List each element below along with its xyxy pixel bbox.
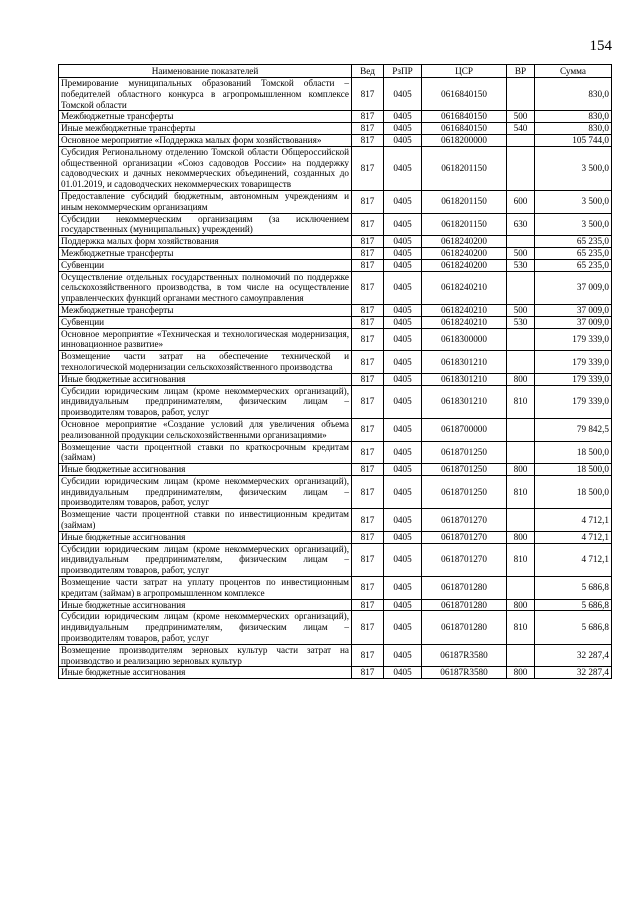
cell-vr: 600 [507, 190, 535, 213]
table-row [59, 146, 612, 190]
cell-sum: 3 500,0 [535, 190, 612, 213]
cell-rzpr: 0405 [384, 373, 422, 385]
budget-table [58, 64, 612, 679]
cell-sum: 105 744,0 [535, 134, 612, 146]
cell-vr: 800 [507, 531, 535, 543]
cell-name: Субсидии юридическим лицам (кроме некоммерческих организаций), индивидуальным предпринимателям, физическим лицам – производителям товаров, работ, услуг [59, 611, 352, 644]
table-row [59, 577, 612, 600]
cell-vr: 500 [507, 111, 535, 123]
cell-name: Межбюджетные трансферты [59, 247, 352, 259]
cell-sum: 5 686,8 [535, 599, 612, 611]
cell-name: Основное мероприятие «Техническая и технологическая модернизация, инновационное развитие» [59, 328, 352, 351]
header-name: Наименование показателей [59, 65, 352, 78]
cell-rzpr: 0405 [384, 134, 422, 146]
cell-ved: 817 [352, 236, 384, 248]
cell-rzpr: 0405 [384, 190, 422, 213]
table-row [59, 111, 612, 123]
cell-sum: 18 500,0 [535, 464, 612, 476]
table-row [59, 271, 612, 304]
cell-rzpr: 0405 [384, 316, 422, 328]
header-csr: ЦСР [422, 65, 507, 78]
cell-vr: 800 [507, 373, 535, 385]
cell-vr [507, 328, 535, 351]
cell-name: Субсидии некоммерческим организациям (за исключением государственных (муниципальных) учреждений) [59, 213, 352, 236]
cell-sum: 179 339,0 [535, 373, 612, 385]
cell-ved: 817 [352, 509, 384, 532]
cell-ved: 817 [352, 577, 384, 600]
cell-sum: 3 500,0 [535, 146, 612, 190]
cell-vr: 530 [507, 316, 535, 328]
cell-ved: 817 [352, 123, 384, 135]
cell-csr: 0618701250 [422, 464, 507, 476]
cell-rzpr: 0405 [384, 509, 422, 532]
cell-csr: 0618700000 [422, 418, 507, 441]
cell-ved: 817 [352, 190, 384, 213]
cell-vr: 800 [507, 464, 535, 476]
page-number: 154 [589, 38, 612, 54]
cell-sum: 18 500,0 [535, 441, 612, 464]
cell-csr: 0616840150 [422, 78, 507, 111]
cell-vr: 810 [507, 543, 535, 576]
table-row [59, 316, 612, 328]
cell-csr: 0618701280 [422, 611, 507, 644]
cell-sum: 65 235,0 [535, 236, 612, 248]
cell-vr: 530 [507, 259, 535, 271]
cell-sum: 79 842,5 [535, 418, 612, 441]
cell-rzpr: 0405 [384, 304, 422, 316]
table-row [59, 441, 612, 464]
cell-sum: 37 009,0 [535, 304, 612, 316]
cell-vr [507, 418, 535, 441]
cell-ved: 817 [352, 543, 384, 576]
table-row [59, 190, 612, 213]
cell-ved: 817 [352, 644, 384, 667]
cell-vr [507, 509, 535, 532]
cell-csr: 06187R3580 [422, 667, 507, 679]
table-header-row [59, 65, 612, 78]
cell-name: Иные бюджетные ассигнования [59, 531, 352, 543]
cell-sum: 3 500,0 [535, 213, 612, 236]
cell-ved: 817 [352, 78, 384, 111]
cell-ved: 817 [352, 111, 384, 123]
cell-rzpr: 0405 [384, 418, 422, 441]
cell-name: Поддержка малых форм хозяйствования [59, 236, 352, 248]
table-row [59, 351, 612, 374]
cell-name: Субсидии юридическим лицам (кроме некоммерческих организаций), индивидуальным предпринимателям, физическим лицам – производителям товаров, работ, услуг [59, 543, 352, 576]
cell-name: Возмещение производителям зерновых культур части затрат на производство и реализацию зерновых культур [59, 644, 352, 667]
cell-csr: 0618201150 [422, 146, 507, 190]
table-row [59, 304, 612, 316]
cell-sum: 179 339,0 [535, 385, 612, 418]
cell-csr: 0618701280 [422, 599, 507, 611]
cell-sum: 179 339,0 [535, 351, 612, 374]
cell-sum: 5 686,8 [535, 577, 612, 600]
header-rzpr: РзПР [384, 65, 422, 78]
header-sum: Сумма [535, 65, 612, 78]
cell-rzpr: 0405 [384, 146, 422, 190]
cell-name: Субвенции [59, 316, 352, 328]
cell-rzpr: 0405 [384, 599, 422, 611]
cell-sum: 32 287,4 [535, 667, 612, 679]
cell-rzpr: 0405 [384, 123, 422, 135]
cell-name: Иные бюджетные ассигнования [59, 373, 352, 385]
cell-rzpr: 0405 [384, 351, 422, 374]
cell-csr: 0616840150 [422, 111, 507, 123]
cell-name: Субсидии юридическим лицам (кроме некоммерческих организаций), индивидуальным предпринимателям, физическим лицам – производителям товаров, работ, услуг [59, 475, 352, 508]
cell-rzpr: 0405 [384, 78, 422, 111]
table-row [59, 385, 612, 418]
cell-sum: 37 009,0 [535, 271, 612, 304]
table-body [59, 78, 612, 679]
cell-name: Субсидия Региональному отделению Томской области Общероссийской общественной организации «Союз садоводов России» на поддержку садоводческих и дачных некоммерческих объединений, созданных до 01.01.2019, и садоводческих некоммерческих товариществ [59, 146, 352, 190]
cell-vr [507, 236, 535, 248]
cell-name: Иные бюджетные ассигнования [59, 599, 352, 611]
cell-vr [507, 271, 535, 304]
cell-vr: 810 [507, 385, 535, 418]
cell-csr: 0618240210 [422, 271, 507, 304]
cell-rzpr: 0405 [384, 111, 422, 123]
cell-vr: 810 [507, 611, 535, 644]
table-row [59, 247, 612, 259]
cell-rzpr: 0405 [384, 611, 422, 644]
cell-rzpr: 0405 [384, 247, 422, 259]
cell-ved: 817 [352, 599, 384, 611]
cell-csr: 0618301210 [422, 373, 507, 385]
cell-sum: 18 500,0 [535, 475, 612, 508]
cell-csr: 0618301210 [422, 351, 507, 374]
table-row [59, 78, 612, 111]
cell-name: Осуществление отдельных государственных полномочий по поддержке сельскохозяйственного производства, в том числе на осуществление управленческих функций органами местного самоуправления [59, 271, 352, 304]
cell-name: Основное мероприятие «Поддержка малых форм хозяйствования» [59, 134, 352, 146]
cell-vr [507, 78, 535, 111]
cell-csr: 0618240200 [422, 247, 507, 259]
table-row [59, 611, 612, 644]
cell-vr [507, 146, 535, 190]
cell-name: Иные межбюджетные трансферты [59, 123, 352, 135]
cell-sum: 37 009,0 [535, 316, 612, 328]
cell-ved: 817 [352, 247, 384, 259]
cell-vr: 500 [507, 247, 535, 259]
cell-name: Возмещение части затрат на обеспечение технической и технологической модернизации сельскохозяйственного производства [59, 351, 352, 374]
table-row [59, 599, 612, 611]
cell-sum: 830,0 [535, 123, 612, 135]
cell-csr: 0618240200 [422, 259, 507, 271]
cell-csr: 0618201150 [422, 190, 507, 213]
table-row [59, 667, 612, 679]
cell-sum: 65 235,0 [535, 259, 612, 271]
cell-vr: 800 [507, 599, 535, 611]
cell-ved: 817 [352, 328, 384, 351]
cell-sum: 5 686,8 [535, 611, 612, 644]
cell-name: Межбюджетные трансферты [59, 111, 352, 123]
table-row [59, 644, 612, 667]
cell-ved: 817 [352, 304, 384, 316]
table-row [59, 543, 612, 576]
cell-sum: 830,0 [535, 78, 612, 111]
cell-rzpr: 0405 [384, 475, 422, 508]
cell-name: Иные бюджетные ассигнования [59, 667, 352, 679]
cell-sum: 179 339,0 [535, 328, 612, 351]
table-row [59, 475, 612, 508]
header-ved: Вед [352, 65, 384, 78]
cell-csr: 0618240210 [422, 304, 507, 316]
cell-rzpr: 0405 [384, 644, 422, 667]
cell-csr: 0618240210 [422, 316, 507, 328]
cell-ved: 817 [352, 271, 384, 304]
cell-vr [507, 351, 535, 374]
cell-csr: 0618301210 [422, 385, 507, 418]
cell-vr: 810 [507, 475, 535, 508]
cell-ved: 817 [352, 146, 384, 190]
cell-vr: 630 [507, 213, 535, 236]
cell-vr: 800 [507, 667, 535, 679]
cell-vr [507, 441, 535, 464]
cell-csr: 06187R3580 [422, 644, 507, 667]
table-row [59, 373, 612, 385]
cell-name: Межбюджетные трансферты [59, 304, 352, 316]
cell-rzpr: 0405 [384, 531, 422, 543]
cell-rzpr: 0405 [384, 213, 422, 236]
cell-ved: 817 [352, 351, 384, 374]
cell-vr: 540 [507, 123, 535, 135]
cell-csr: 0618300000 [422, 328, 507, 351]
cell-name: Субсидии юридическим лицам (кроме некоммерческих организаций), индивидуальным предпринимателям, физическим лицам – производителям товаров, работ, услуг [59, 385, 352, 418]
table-row [59, 418, 612, 441]
cell-vr [507, 577, 535, 600]
cell-vr: 500 [507, 304, 535, 316]
cell-ved: 817 [352, 475, 384, 508]
cell-name: Возмещение части затрат на уплату процентов по инвестиционным кредитам (займам) в агропромышленном комплексе [59, 577, 352, 600]
cell-rzpr: 0405 [384, 464, 422, 476]
cell-csr: 0618701270 [422, 531, 507, 543]
cell-name: Предоставление субсидий бюджетным, автономным учреждениям и иным некоммерческим организациям [59, 190, 352, 213]
cell-sum: 32 287,4 [535, 644, 612, 667]
cell-ved: 817 [352, 213, 384, 236]
cell-rzpr: 0405 [384, 667, 422, 679]
cell-name: Субвенции [59, 259, 352, 271]
cell-sum: 4 712,1 [535, 531, 612, 543]
table-row [59, 509, 612, 532]
cell-name: Иные бюджетные ассигнования [59, 464, 352, 476]
cell-csr: 0618701250 [422, 441, 507, 464]
cell-name: Возмещение части процентной ставки по краткосрочным кредитам (займам) [59, 441, 352, 464]
cell-ved: 817 [352, 611, 384, 644]
cell-ved: 817 [352, 134, 384, 146]
cell-rzpr: 0405 [384, 543, 422, 576]
table-row [59, 236, 612, 248]
cell-csr: 0616840150 [422, 123, 507, 135]
cell-name: Основное мероприятие «Создание условий для увеличения объема реализованной продукции сельскохозяйственными организациями» [59, 418, 352, 441]
cell-csr: 0618701270 [422, 509, 507, 532]
cell-ved: 817 [352, 316, 384, 328]
cell-ved: 817 [352, 667, 384, 679]
cell-ved: 817 [352, 385, 384, 418]
cell-name: Премирование муниципальных образований Томской области – победителей областного конкурса в агропромышленном комплексе Томской области [59, 78, 352, 111]
header-vr: ВР [507, 65, 535, 78]
cell-sum: 4 712,1 [535, 543, 612, 576]
cell-sum: 4 712,1 [535, 509, 612, 532]
table-row [59, 531, 612, 543]
cell-ved: 817 [352, 373, 384, 385]
cell-csr: 0618701270 [422, 543, 507, 576]
table-row [59, 464, 612, 476]
cell-csr: 0618701250 [422, 475, 507, 508]
cell-vr [507, 134, 535, 146]
cell-ved: 817 [352, 259, 384, 271]
cell-sum: 65 235,0 [535, 247, 612, 259]
cell-csr: 0618201150 [422, 213, 507, 236]
table-row [59, 259, 612, 271]
cell-rzpr: 0405 [384, 385, 422, 418]
cell-rzpr: 0405 [384, 441, 422, 464]
cell-sum: 830,0 [535, 111, 612, 123]
cell-rzpr: 0405 [384, 577, 422, 600]
cell-rzpr: 0405 [384, 236, 422, 248]
cell-ved: 817 [352, 531, 384, 543]
cell-name: Возмещение части процентной ставки по инвестиционным кредитам (займам) [59, 509, 352, 532]
table-row [59, 213, 612, 236]
cell-ved: 817 [352, 418, 384, 441]
table-row [59, 328, 612, 351]
table-row [59, 123, 612, 135]
cell-rzpr: 0405 [384, 259, 422, 271]
cell-csr: 0618240200 [422, 236, 507, 248]
cell-vr [507, 644, 535, 667]
cell-csr: 0618200000 [422, 134, 507, 146]
cell-csr: 0618701280 [422, 577, 507, 600]
cell-rzpr: 0405 [384, 271, 422, 304]
table-row [59, 134, 612, 146]
cell-ved: 817 [352, 441, 384, 464]
cell-ved: 817 [352, 464, 384, 476]
cell-rzpr: 0405 [384, 328, 422, 351]
